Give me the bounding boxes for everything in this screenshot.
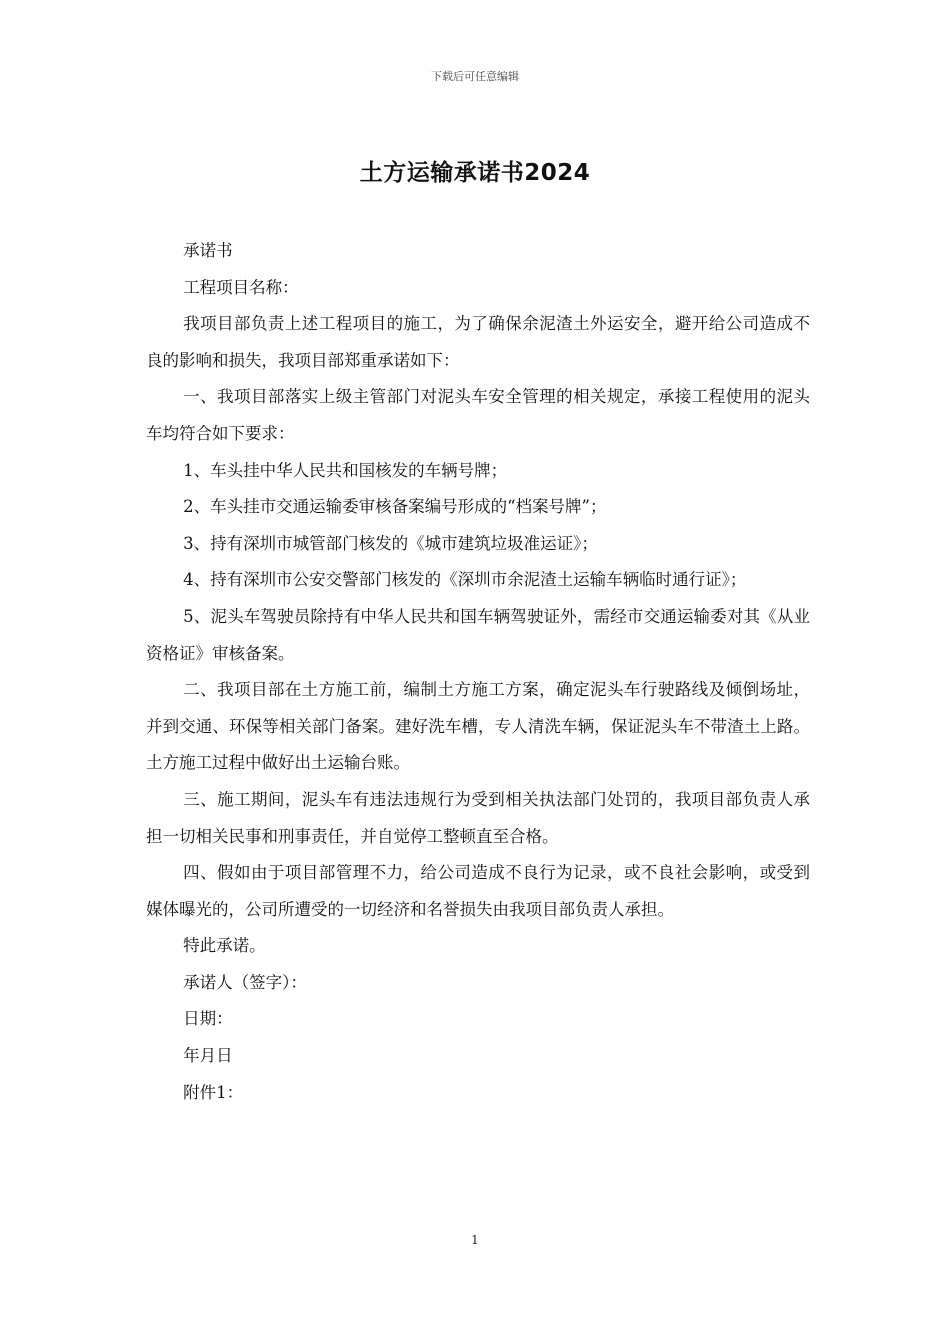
date-label: 日期：: [183, 1009, 233, 1029]
header-note: 下载后可任意编辑: [431, 70, 519, 83]
document-body: [146, 233, 810, 1111]
intro-paragraph: 我项目部负责上述工程项目的施工，为了确保余泥渣土外运安全，避开给公司造成不良的影响和损失，我项目部郑重承诺如下：: [146, 314, 810, 370]
project-name-label: 工程项目名称：: [183, 277, 299, 297]
clause-1: 一、我项目部落实上级主管部门对泥头车安全管理的相关规定，承接工程使用的泥头车均符合如下要求：: [146, 387, 810, 443]
requirement-3: 3、持有深圳市城管部门核发的《城市建筑垃圾准运证》；: [183, 533, 598, 553]
requirement-2: 2、车头挂市交通运输委审核备案编号形成的“档案号牌”；: [183, 497, 607, 517]
clause-4: 四、假如由于项目部管理不力，给公司造成不良行为记录，或不良社会影响，或受到媒体曝光的，公司所遭受的一切经济和名誉损失由我项目部负责人承担。: [146, 863, 810, 919]
requirement-5: 5、泥头车驾驶员除持有中华人民共和国车辆驾驶证外，需经市交通运输委对其《从业资格证》审核备案。: [146, 606, 810, 663]
signatory-label: 承诺人（签字）：: [183, 972, 307, 992]
requirement-4: 4、持有深圳市公安交警部门核发的《深圳市余泥渣土运输车辆临时通行证》；: [183, 570, 747, 590]
clause-3: 三、施工期间，泥头车有违法违规行为受到相关执法部门处罚的，我项目部负责人承担一切相关民事和刑事责任，并自觉停工整顿直至合格。: [146, 789, 810, 846]
date-format: 年月日: [183, 1046, 233, 1066]
requirement-1: 1、车头挂中华人民共和国核发的车辆号牌；: [183, 460, 508, 480]
heading-commitment: 承诺书: [183, 241, 233, 260]
closing-statement: 特此承诺。: [183, 936, 266, 956]
document-title: 土方运输承诺书2024: [359, 160, 591, 186]
attachment-label: 附件1：: [183, 1082, 244, 1102]
page-number: 1: [471, 1233, 479, 1247]
clause-2: 二、我项目部在土方施工前，编制土方施工方案，确定泥头车行驶路线及倾倒场址，并到交通、环保等相关部门备案。建好洗车槽，专人清洗车辆，保证泥头车不带渣土上路。土方施工过程中做好出土运输台账。: [146, 680, 810, 773]
